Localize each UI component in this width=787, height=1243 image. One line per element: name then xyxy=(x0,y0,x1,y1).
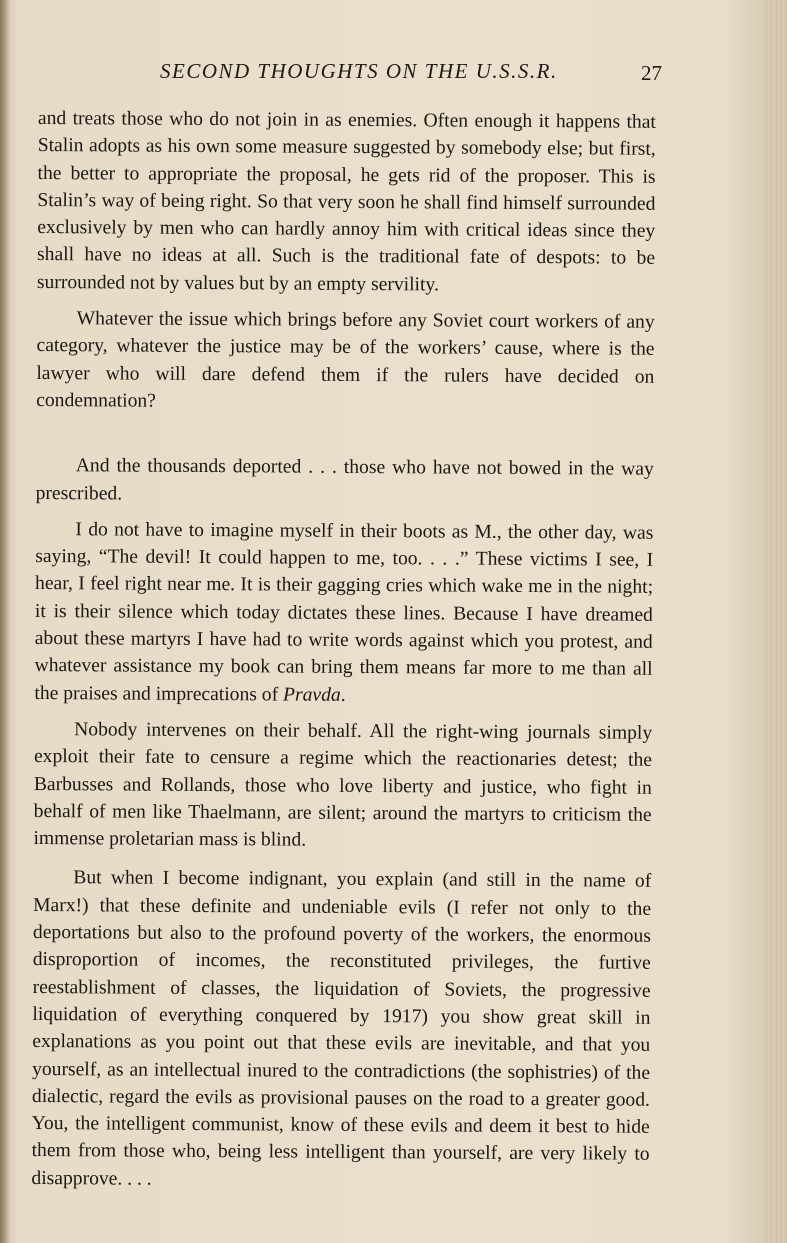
body-text xyxy=(31,105,656,1196)
paragraph-6: But when I become indignant, you explain (and still in the name of Marx!) that these definite and undeniable evils (I refer not only to the deportations but also to the profound poverty of the workers, the enormous disproportion of incomes, the reconstituted privileges, the furtive reestablishment of classes, the liquidation of Soviets, the progressive liquidation of everything conquered by 1917) you show great skill in explanations as you point out that these evils are inevitable, and that you yourself, as an intellectual inured to the contradictions (the sophistries) of the dialectic, regard the evils as provisional pauses on the road to a greater good. You, the intelligent communist, know of these evils and deem it best to hide them from those who, being less intelligent than yourself, are very likely to disapprove. . . . xyxy=(31,867,652,1190)
paragraph-1: and treats those who do not join in as enemies. Often enough it happens that Stalin adopts as his own some measure suggested by somebody else; but first, the better to appropriate the proposal, he gets rid of the proposer. This is Stalin’s way of being right. So that very soon he shall find himself surrounded exclusively by men who can hardly annoy him with critical ideas since they shall have no ideas at all. Such is the traditional fate of despots: to be surrounded not by values but by an empty servility. xyxy=(36,107,656,296)
paragraph-4 xyxy=(34,516,653,711)
paragraph-4-end: . xyxy=(340,684,346,706)
page-number: 27 xyxy=(641,61,662,85)
paragraph-2: Whatever the issue which brings before any Soviet court workers of any category, whatever the justice may be of the workers’ cause, where is the lawyer who will dare defend them if the rulers have decided on condemnation? xyxy=(36,308,655,412)
paragraph-3: And the thousands deported . . . those who have not bowed in the way prescribed. xyxy=(35,455,654,505)
running-head: SECOND THOUGHTS ON THE U.S.S.R. xyxy=(160,59,558,83)
page-header xyxy=(0,55,787,95)
newspaper-title: Pravda xyxy=(282,684,341,706)
paragraph-4-text: I do not have to imagine myself in their boots as M., the other day, was saying, “The devil! It could happen to me, too. . . .” These victims I see, I hear, I feel right near me. It is their gagging cries which wake me in the night; it is their silence which today dictates these lines. Because I have dreamed about these martyrs I have had to write words against which you protest, and whatever assistance my book can bring them means far more to me than all the praises and imprecations of xyxy=(34,519,654,706)
binding-shadow xyxy=(0,0,10,1243)
paragraph-5: Nobody intervenes on their behalf. All the right-wing journals simply exploit their fate to censure a regime which the reactionaries detest; the Barbusses and Rollands, those who love liberty and justice, who fight in behalf of men like Thaelmann, are silent; around the martyrs to criticism the immense proletarian mass is blind. xyxy=(33,719,653,851)
page-edge xyxy=(765,0,787,1243)
